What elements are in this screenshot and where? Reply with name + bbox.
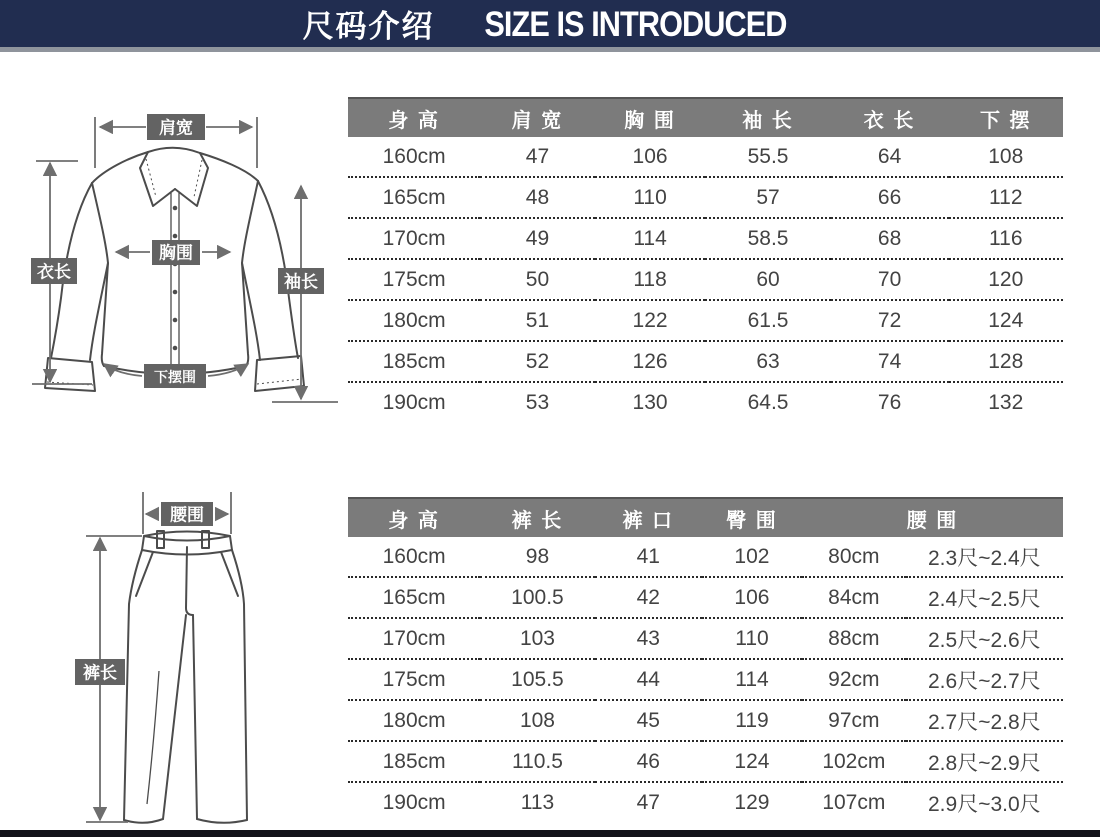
table-cell: 126 [595,341,706,382]
banner-underline [0,47,1100,52]
table-cell: 175cm [348,259,480,300]
table-cell: 57 [705,177,830,218]
garment-length-label: 衣长 [37,262,71,282]
table-cell: 170cm [348,218,480,259]
column-header: 身 高 [348,98,480,137]
table-cell: 64 [831,137,949,177]
table-cell: 190cm [382,390,446,414]
chest-label: 胸围 [159,243,193,263]
table-cell: 124 [702,741,802,782]
table-cell: 98 [480,537,594,577]
banner-title-zh: 尺码介绍 [302,9,435,44]
table-cell: 51 [480,300,594,341]
table-cell: 110 [595,177,706,218]
table-cell: 110.5 [480,741,594,782]
table-cell: 122 [595,300,706,341]
sleeve-length-label: 袖长 [284,272,318,292]
column-header: 裤 长 [480,498,594,537]
table-cell: 63 [705,341,830,382]
table-cell: 180cm [348,700,480,741]
table-cell: 72 [831,300,949,341]
table-cell: 165cm [348,177,480,218]
table-cell: 41 [595,537,702,577]
column-header: 腰 围 [802,498,1063,537]
waist-annotation [143,492,231,534]
table-cell: 105.5 [480,659,594,700]
table-row [348,341,1063,382]
table-cell: 50 [480,259,594,300]
page-banner [0,0,1100,47]
table-cell: 108 [480,700,594,741]
pants-diagram [40,486,340,836]
table-cell: 97cm [802,700,906,741]
table-cell: 47 [480,137,594,177]
column-header: 臀 围 [702,498,802,537]
table-cell: 74 [831,341,949,382]
table-cell: 160cm [348,137,480,177]
sleeve-length-annotation [272,186,338,402]
column-header: 衣 长 [831,98,949,137]
column-header: 身 高 [348,498,480,537]
table-cell: 53 [525,390,550,414]
hem-annotation [104,364,248,388]
chest-annotation [116,240,230,265]
table-cell: 185cm [348,341,480,382]
table-row [348,577,1063,618]
hem-label: 下摆围 [154,369,196,385]
table-cell: 49 [480,218,594,259]
shoulder-width-annotation [95,114,257,168]
table-cell: 66 [831,177,949,218]
table-cell: 106 [702,577,802,618]
table-row [348,741,1063,782]
table-row [348,259,1063,300]
table-cell: 100.5 [480,577,594,618]
table-cell: 92cm [802,659,906,700]
table-cell: 118 [595,259,706,300]
table-row [348,382,1063,422]
table-cell: 124 [949,300,1063,341]
table-cell: 113 [520,790,555,814]
table-cell: 44 [595,659,702,700]
table-cell: 55.5 [705,137,830,177]
table-cell: 106 [595,137,706,177]
table-cell: 102cm [802,741,906,782]
table-cell: 114 [702,659,802,700]
table-cell: 2.3尺~2.4尺 [906,537,1063,577]
table-cell: 64.5 [747,390,789,414]
table-cell: 120 [949,259,1063,300]
table-cell: 2.8尺~2.9尺 [906,741,1063,782]
shirt-outline-art [45,148,304,391]
banner-title-en: SIZE IS INTRODUCED [483,2,787,43]
shirt-diagram [0,58,340,408]
table-cell: 70 [831,259,949,300]
column-header: 袖 长 [705,98,830,137]
table-cell: 43 [595,618,702,659]
table-header-row [348,98,1063,137]
table-cell: 68 [831,218,949,259]
table-cell: 80cm [802,537,906,577]
table-cell: 2.5尺~2.6尺 [906,618,1063,659]
table-cell: 107cm [822,790,886,814]
table-cell: 112 [949,177,1063,218]
table-cell: 110 [702,618,802,659]
table-cell: 60 [705,259,830,300]
table-row [348,700,1063,741]
table-cell: 47 [636,790,660,814]
table-row [348,618,1063,659]
table-row [348,300,1063,341]
table-cell: 119 [702,700,802,741]
pants-outline-art [124,531,247,823]
table-cell: 160cm [348,537,480,577]
table-row [348,218,1063,259]
column-header: 肩 宽 [480,98,594,137]
table-cell: 58.5 [705,218,830,259]
table-cell: 46 [595,741,702,782]
garment-length-annotation [31,161,92,384]
table-cell: 2.4尺~2.5尺 [906,577,1063,618]
bottom-bar [0,830,1100,837]
pants-length-annotation [75,536,142,822]
table-cell: 2.9尺~3.0尺 [928,792,1041,816]
table-cell: 185cm [348,741,480,782]
column-header: 下 摆 [949,98,1063,137]
table-cell: 180cm [348,300,480,341]
table-row [348,137,1063,177]
table-cell: 114 [595,218,706,259]
table-row [348,782,1063,822]
table-row [348,537,1063,577]
table-cell: 108 [949,137,1063,177]
pants-length-label: 裤长 [83,663,117,683]
waist-label: 腰围 [170,505,204,525]
table-row [348,659,1063,700]
table-cell: 165cm [348,577,480,618]
table-cell: 130 [632,390,668,414]
table-cell: 116 [949,218,1063,259]
table-cell: 61.5 [705,300,830,341]
table-cell: 84cm [802,577,906,618]
table-cell: 48 [480,177,594,218]
table-header-row [348,498,1063,537]
table-cell: 175cm [348,659,480,700]
column-header: 裤 口 [595,498,702,537]
pants-size-table [348,497,1063,822]
table-cell: 102 [702,537,802,577]
column-header: 胸 围 [595,98,706,137]
shirt-size-table [348,97,1063,422]
table-cell: 129 [734,790,770,814]
shoulder-width-label: 肩宽 [159,118,193,138]
table-row [348,177,1063,218]
table-cell: 76 [877,390,902,414]
table-cell: 170cm [348,618,480,659]
table-cell: 132 [988,390,1024,414]
table-cell: 2.7尺~2.8尺 [906,700,1063,741]
table-cell: 52 [480,341,594,382]
table-cell: 103 [480,618,594,659]
table-cell: 128 [949,341,1063,382]
table-cell: 2.6尺~2.7尺 [906,659,1063,700]
table-cell: 42 [595,577,702,618]
table-cell: 45 [595,700,702,741]
table-cell: 88cm [802,618,906,659]
table-cell: 190cm [382,790,446,814]
